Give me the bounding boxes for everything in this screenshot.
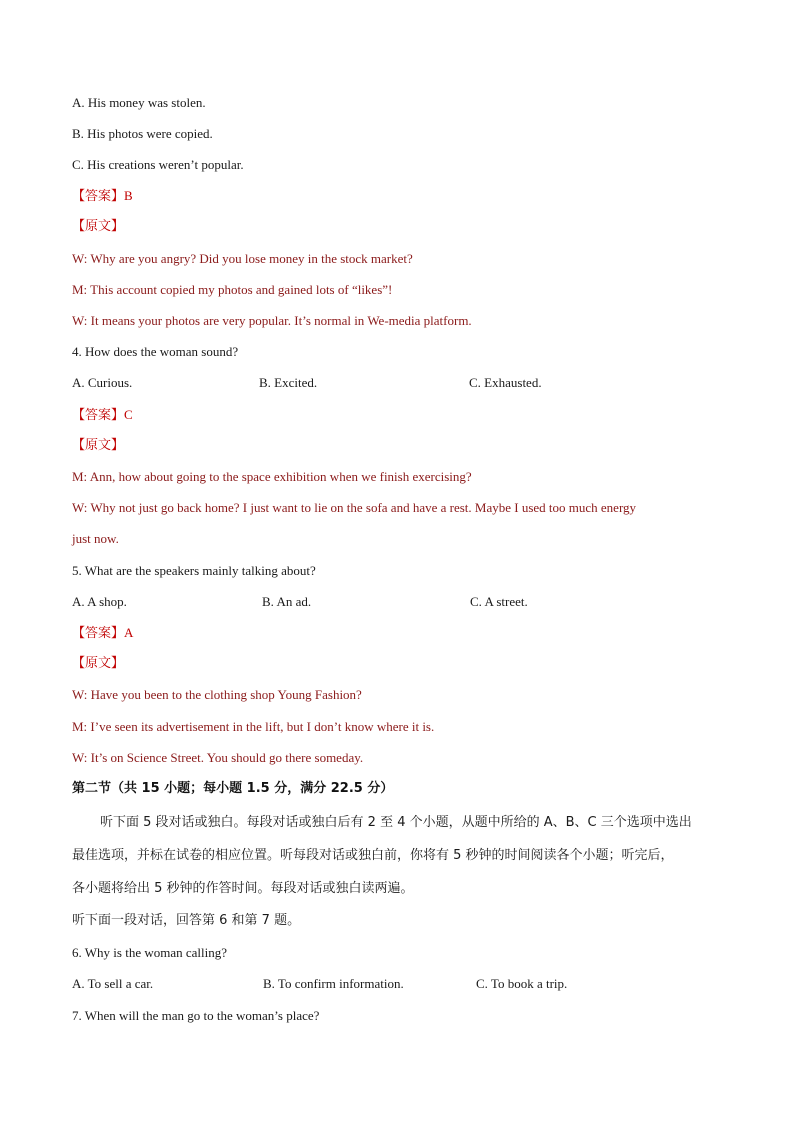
q3-answer [72,188,133,205]
q5-option-b: B. An ad. [262,594,312,609]
section-instructions-line: 最佳选项，并标在试卷的相应位置。听每段对话或独白前，你将有 5 秒钟的时间阅读各个小题；听完后， [72,848,674,863]
q3-option-c: C. His creations weren’t popular. [72,157,244,172]
section-instructions-line: 各小题将给出 5 秒钟的作答时间。每段对话或独白读两遍。 [72,881,414,896]
q4-answer [72,407,133,424]
q4-transcript-line: just now. [72,531,119,546]
section-heading: 第二节（共 15 小题；每小题 1.5 分，满分 22.5 分） [72,781,394,796]
q4-transcript-line: W: Why not just go back home? I just want to lie on the sofa and have a rest. Maybe I used too much energy [72,500,637,515]
q5-option-a: A. A shop. [72,594,127,609]
q7-question: 7. When will the man go to the woman’s place? [72,1008,320,1023]
q5-answer [72,625,133,642]
q6-option-b: B. To confirm information. [263,976,404,991]
q6-option-c: C. To book a trip. [476,976,568,991]
q6-option-a: A. To sell a car. [72,976,154,991]
q4-transcript-line: M: Ann, how about going to the space exhibition when we finish exercising? [72,469,472,484]
q4-question: 4. How does the woman sound? [72,344,239,359]
q5-transcript-line: W: It’s on Science Street. You should go there someday. [72,750,364,765]
q4-option-c: C. Exhausted. [469,375,542,390]
q4-option-b: B. Excited. [259,375,318,390]
section-instructions-line: 听下面 5 段对话或独白。每段对话或独白后有 2 至 4 个小题，从题中所给的 A、B、C 三个选项中选出 [100,815,692,830]
q6-question: 6. Why is the woman calling? [72,945,228,960]
answer-label: 【答案】 [72,626,125,641]
q4-transcript-label: 【原文】 [72,438,125,453]
dialogue-intro: 听下面一段对话，回答第 6 和第 7 题。 [72,913,301,928]
q3-option-b: B. His photos were copied. [72,126,213,141]
q3-option-a: A. His money was stolen. [72,95,206,110]
answer-value: B [124,188,133,203]
q3-transcript-line: W: It means your photos are very popular. It’s normal in We-media platform. [72,313,472,328]
q5-transcript-label: 【原文】 [72,656,125,671]
q3-transcript-line: W: Why are you angry? Did you lose money in the stock market? [72,251,413,266]
q5-transcript-line: W: Have you been to the clothing shop Young Fashion? [72,687,362,702]
answer-label: 【答案】 [72,408,125,423]
q3-transcript-line: M: This account copied my photos and gained lots of “likes”! [72,282,393,297]
q4-option-a: A. Curious. [72,375,133,390]
q3-transcript-label: 【原文】 [72,219,125,234]
q5-question: 5. What are the speakers mainly talking about? [72,563,316,578]
q5-option-c: C. A street. [470,594,528,609]
q5-transcript-line: M: I’ve seen its advertisement in the lift, but I don’t know where it is. [72,719,435,734]
answer-value: A [124,625,134,640]
answer-value: C [124,407,133,422]
answer-label: 【答案】 [72,189,125,204]
